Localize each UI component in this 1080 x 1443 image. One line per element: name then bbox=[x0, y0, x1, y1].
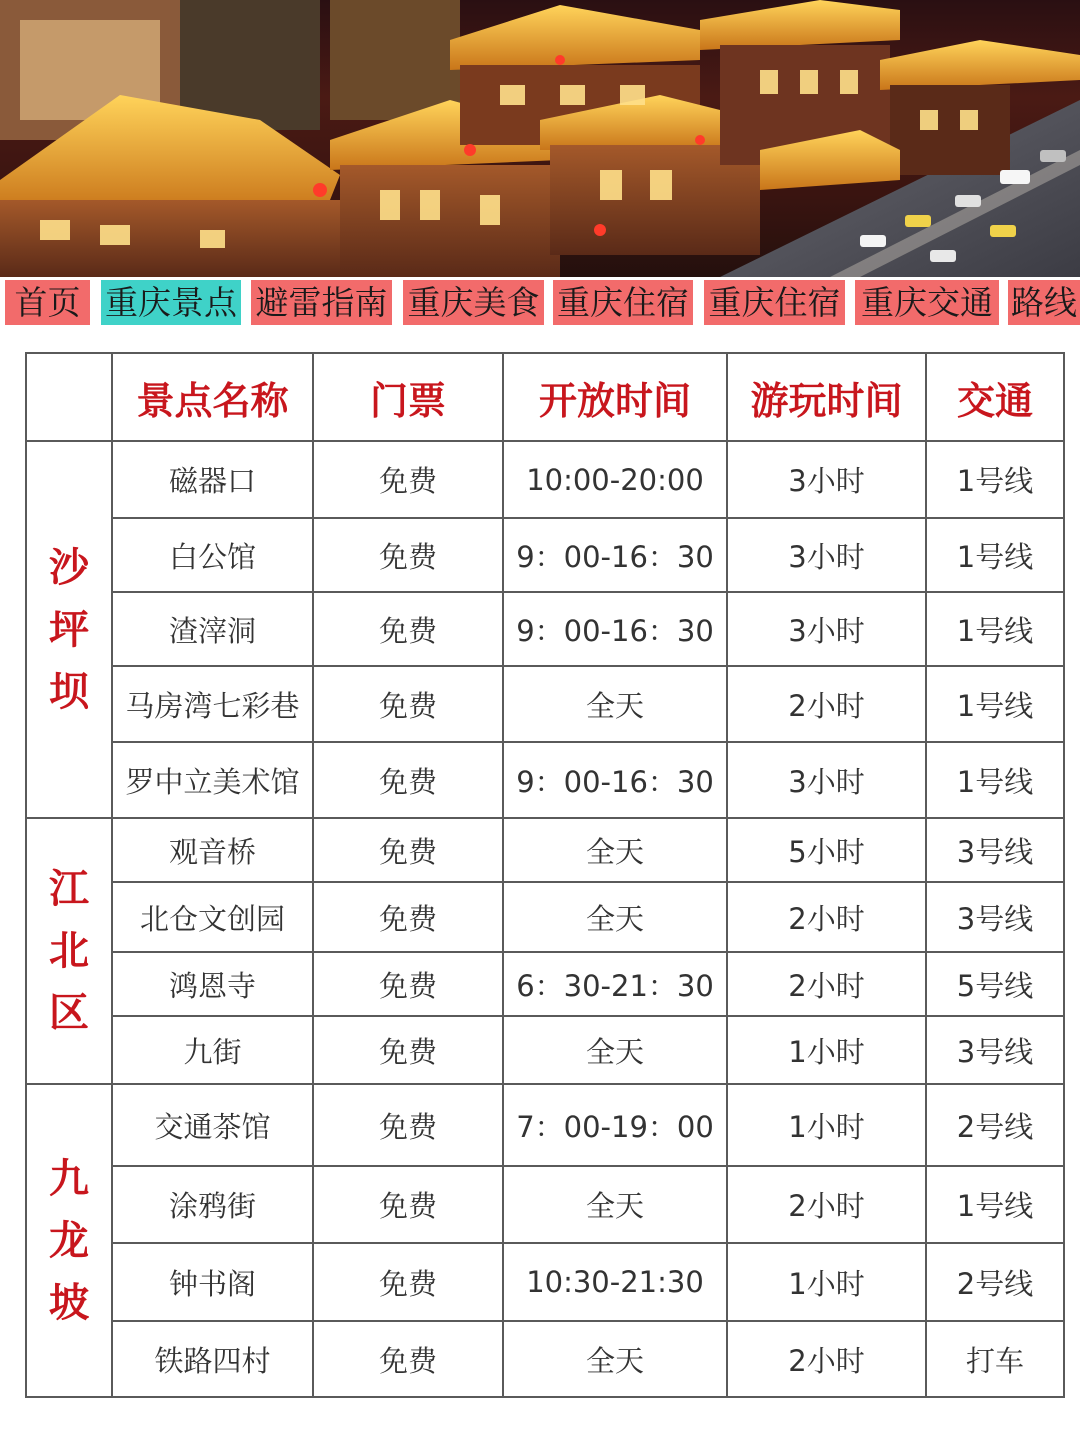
table-row bbox=[26, 952, 1064, 1016]
duration-cell: 5小时 bbox=[727, 818, 926, 882]
attraction-name-cell: 白公馆 bbox=[112, 518, 313, 592]
table-row bbox=[26, 441, 1064, 518]
hours-cell: 全天 bbox=[503, 1166, 727, 1243]
district-label: 沙坪坝 bbox=[49, 544, 89, 715]
district-cell bbox=[26, 1084, 112, 1397]
hours-cell: 全天 bbox=[503, 882, 727, 952]
nav-item-routes[interactable]: 路线 bbox=[1008, 280, 1080, 325]
table-row bbox=[26, 1016, 1064, 1084]
district-cell bbox=[26, 441, 112, 818]
nav-item-lodging[interactable]: 重庆住宿 bbox=[553, 280, 693, 325]
attraction-name-cell: 观音桥 bbox=[112, 818, 313, 882]
table-row bbox=[26, 1321, 1064, 1397]
hours-cell: 10:00-20:00 bbox=[503, 441, 727, 518]
header-visit-duration: 游玩时间 bbox=[727, 353, 926, 441]
duration-cell: 1小时 bbox=[727, 1084, 926, 1166]
attraction-name-cell: 铁路四村 bbox=[112, 1321, 313, 1397]
ticket-cell: 免费 bbox=[313, 1321, 503, 1397]
transport-cell: 1号线 bbox=[926, 518, 1064, 592]
attraction-name-cell: 磁器口 bbox=[112, 441, 313, 518]
transport-cell: 1号线 bbox=[926, 441, 1064, 518]
hours-cell: 全天 bbox=[503, 666, 727, 742]
transport-cell: 2号线 bbox=[926, 1243, 1064, 1321]
header-opening-hours: 开放时间 bbox=[503, 353, 727, 441]
district-cell bbox=[26, 818, 112, 1084]
header-attraction-name: 景点名称 bbox=[112, 353, 313, 441]
ticket-cell: 免费 bbox=[313, 1166, 503, 1243]
hours-cell: 9：00-16：30 bbox=[503, 592, 727, 666]
duration-cell: 3小时 bbox=[727, 592, 926, 666]
duration-cell: 2小时 bbox=[727, 1166, 926, 1243]
duration-cell: 2小时 bbox=[727, 882, 926, 952]
hours-cell: 全天 bbox=[503, 818, 727, 882]
ticket-cell: 免费 bbox=[313, 952, 503, 1016]
transport-cell: 3号线 bbox=[926, 1016, 1064, 1084]
table-row bbox=[26, 666, 1064, 742]
nav-item-lodging-2[interactable]: 重庆住宿 bbox=[704, 280, 845, 325]
hours-cell: 9：00-16：30 bbox=[503, 518, 727, 592]
attractions-table-wrapper bbox=[25, 352, 1063, 1397]
table-row bbox=[26, 1166, 1064, 1243]
attraction-name-cell: 交通茶馆 bbox=[112, 1084, 313, 1166]
hours-cell: 7：00-19：00 bbox=[503, 1084, 727, 1166]
header-district bbox=[26, 353, 112, 441]
transport-cell: 3号线 bbox=[926, 882, 1064, 952]
transport-cell: 1号线 bbox=[926, 1166, 1064, 1243]
attractions-table bbox=[25, 352, 1065, 1398]
ticket-cell: 免费 bbox=[313, 1084, 503, 1166]
district-label: 江北区 bbox=[49, 866, 89, 1036]
hero-photo-night-town bbox=[0, 0, 1080, 277]
nav-item-food[interactable]: 重庆美食 bbox=[403, 280, 544, 325]
header-transport: 交通 bbox=[926, 353, 1064, 441]
hours-cell: 10:30-21:30 bbox=[503, 1243, 727, 1321]
attraction-name-cell: 涂鸦街 bbox=[112, 1166, 313, 1243]
nav-item-attractions[interactable]: 重庆景点 bbox=[101, 280, 241, 325]
transport-cell: 2号线 bbox=[926, 1084, 1064, 1166]
night-town-illustration bbox=[0, 0, 1080, 277]
district-label: 九龙坡 bbox=[49, 1155, 89, 1326]
attraction-name-cell: 渣滓洞 bbox=[112, 592, 313, 666]
duration-cell: 3小时 bbox=[727, 441, 926, 518]
table-row bbox=[26, 592, 1064, 666]
duration-cell: 3小时 bbox=[727, 742, 926, 818]
ticket-cell: 免费 bbox=[313, 742, 503, 818]
ticket-cell: 免费 bbox=[313, 1243, 503, 1321]
header-ticket: 门票 bbox=[313, 353, 503, 441]
hours-cell: 9：00-16：30 bbox=[503, 742, 727, 818]
table-header-row bbox=[26, 353, 1064, 441]
nav-item-home[interactable]: 首页 bbox=[5, 280, 90, 325]
duration-cell: 1小时 bbox=[727, 1243, 926, 1321]
hours-cell: 全天 bbox=[503, 1016, 727, 1084]
table-row bbox=[26, 882, 1064, 952]
transport-cell: 3号线 bbox=[926, 818, 1064, 882]
nav-item-transport[interactable]: 重庆交通 bbox=[855, 280, 999, 325]
transport-cell: 1号线 bbox=[926, 742, 1064, 818]
hours-cell: 全天 bbox=[503, 1321, 727, 1397]
table-row bbox=[26, 742, 1064, 818]
transport-cell: 5号线 bbox=[926, 952, 1064, 1016]
attraction-name-cell: 九街 bbox=[112, 1016, 313, 1084]
top-nav-bar bbox=[0, 277, 1080, 329]
attraction-name-cell: 马房湾七彩巷 bbox=[112, 666, 313, 742]
ticket-cell: 免费 bbox=[313, 518, 503, 592]
nav-item-pitfall-guide[interactable]: 避雷指南 bbox=[251, 280, 392, 325]
transport-cell: 打车 bbox=[926, 1321, 1064, 1397]
ticket-cell: 免费 bbox=[313, 666, 503, 742]
attraction-name-cell: 钟书阁 bbox=[112, 1243, 313, 1321]
ticket-cell: 免费 bbox=[313, 818, 503, 882]
ticket-cell: 免费 bbox=[313, 592, 503, 666]
duration-cell: 1小时 bbox=[727, 1016, 926, 1084]
transport-cell: 1号线 bbox=[926, 666, 1064, 742]
ticket-cell: 免费 bbox=[313, 441, 503, 518]
table-row bbox=[26, 818, 1064, 882]
ticket-cell: 免费 bbox=[313, 882, 503, 952]
attraction-name-cell: 北仓文创园 bbox=[112, 882, 313, 952]
duration-cell: 2小时 bbox=[727, 666, 926, 742]
table-row bbox=[26, 1084, 1064, 1166]
ticket-cell: 免费 bbox=[313, 1016, 503, 1084]
table-row bbox=[26, 1243, 1064, 1321]
hours-cell: 6：30-21：30 bbox=[503, 952, 727, 1016]
table-row bbox=[26, 518, 1064, 592]
attraction-name-cell: 鸿恩寺 bbox=[112, 952, 313, 1016]
transport-cell: 1号线 bbox=[926, 592, 1064, 666]
duration-cell: 2小时 bbox=[727, 1321, 926, 1397]
duration-cell: 3小时 bbox=[727, 518, 926, 592]
attraction-name-cell: 罗中立美术馆 bbox=[112, 742, 313, 818]
duration-cell: 2小时 bbox=[727, 952, 926, 1016]
